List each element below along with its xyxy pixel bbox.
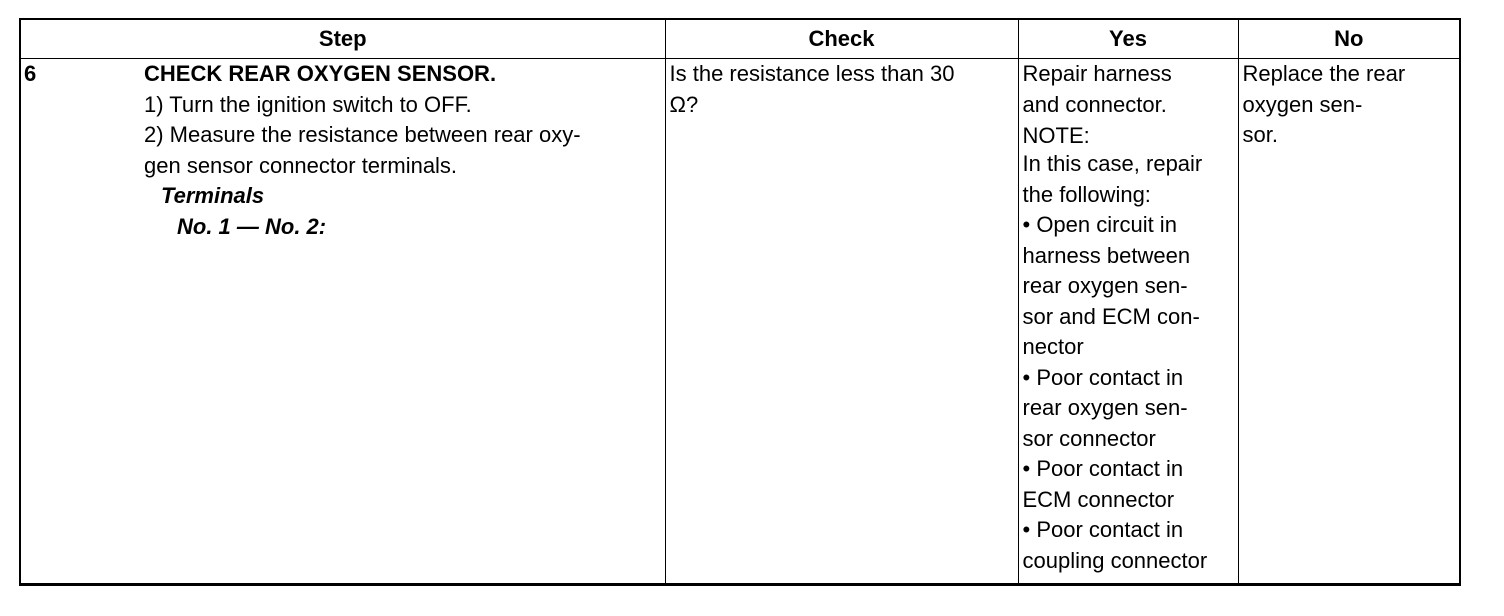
yes-cell [1018,59,1238,584]
no-line: oxygen sen- [1242,91,1363,117]
yes-line: coupling connector [1022,547,1208,573]
check-line: Ω? [669,91,699,117]
yes-line: • Poor contact in [1022,517,1184,542]
yes-line: Repair harness [1022,61,1172,86]
yes-line: In this case, repair [1022,151,1203,176]
header-check: Check [665,20,1018,59]
instruction-line: 2) Measure the resistance between rear oxy- [144,122,581,147]
table-row [21,59,1459,584]
yes-line: ECM connector [1022,486,1175,512]
table-header-row [21,20,1459,59]
yes-line: harness between [1022,242,1191,268]
instruction-line: 1) Turn the ignition switch to OFF. [144,91,472,117]
terminals-value: No. 1 — No. 2: [177,213,327,239]
no-cell [1238,59,1459,584]
yes-line: • Poor contact in [1022,364,1184,390]
check-cell [665,59,1018,584]
step-title: CHECK REAR OXYGEN SENSOR. [144,61,497,86]
yes-line: the following: [1022,181,1151,207]
yes-line: • Poor contact in [1022,456,1184,481]
yes-line: nector [1022,334,1084,359]
yes-line: sor and ECM con- [1022,303,1200,329]
yes-line: sor connector [1022,425,1156,451]
header-no: No [1238,20,1459,59]
yes-line: rear oxygen sen- [1022,273,1188,298]
check-line: Is the resistance less than 30 [669,61,955,86]
header-yes: Yes [1018,20,1238,59]
yes-line: • Open circuit in [1022,212,1177,237]
diagnostic-table-frame [19,18,1461,586]
terminals-label: Terminals [161,183,265,208]
step-body [144,59,665,242]
no-line: Replace the rear [1242,61,1406,86]
note-label: NOTE: [1022,123,1090,148]
diagnostic-table [21,20,1459,583]
header-step: Step [21,20,665,59]
instruction-line: gen sensor connector terminals. [144,152,458,178]
step-number: 6 [24,61,37,86]
step-cell [21,59,665,584]
yes-line: and connector. [1022,91,1167,117]
yes-line: rear oxygen sen- [1022,395,1188,420]
no-line: sor. [1242,122,1278,147]
